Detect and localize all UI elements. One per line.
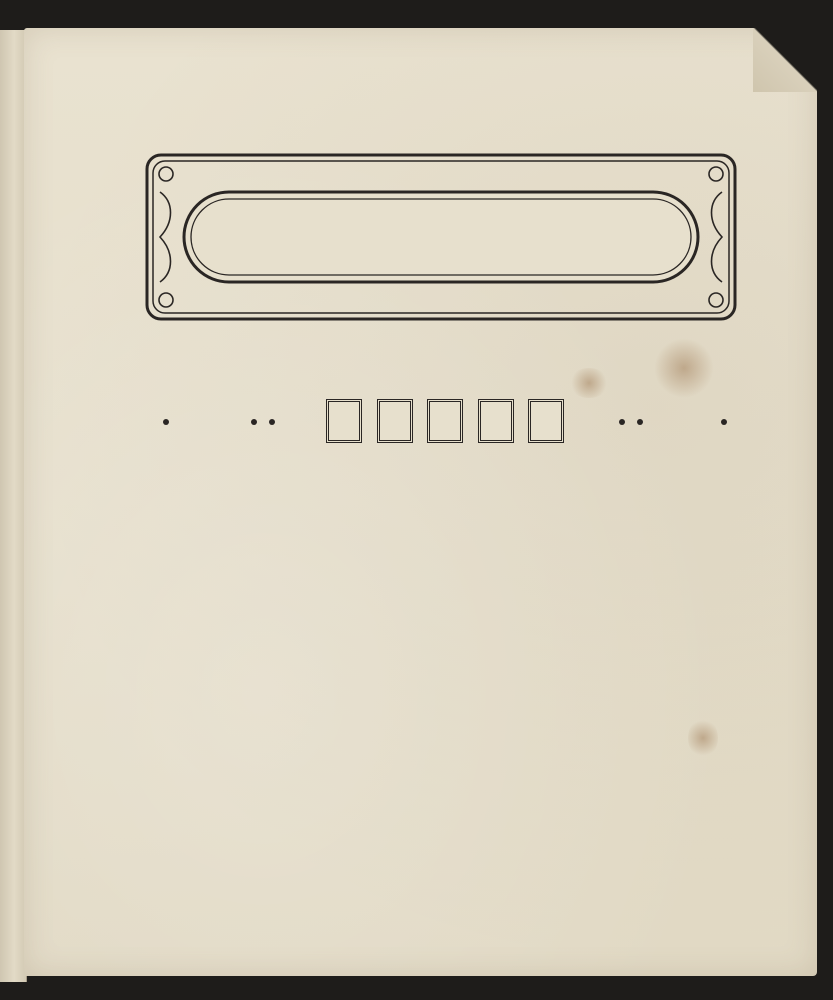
vowel-letter xyxy=(528,399,564,443)
vowel-letter xyxy=(478,399,514,443)
foxing-stain xyxy=(688,718,718,758)
vowel-ornament xyxy=(160,386,730,458)
folded-corner xyxy=(753,28,817,92)
facing-page-edge xyxy=(0,30,27,982)
vowel-letter xyxy=(427,399,463,443)
vowel-letter xyxy=(377,399,413,443)
book-title xyxy=(144,152,738,322)
book-page xyxy=(24,28,817,976)
vowel-letter xyxy=(326,399,362,443)
title-cartouche xyxy=(144,152,738,322)
vowel-letters xyxy=(326,396,564,446)
